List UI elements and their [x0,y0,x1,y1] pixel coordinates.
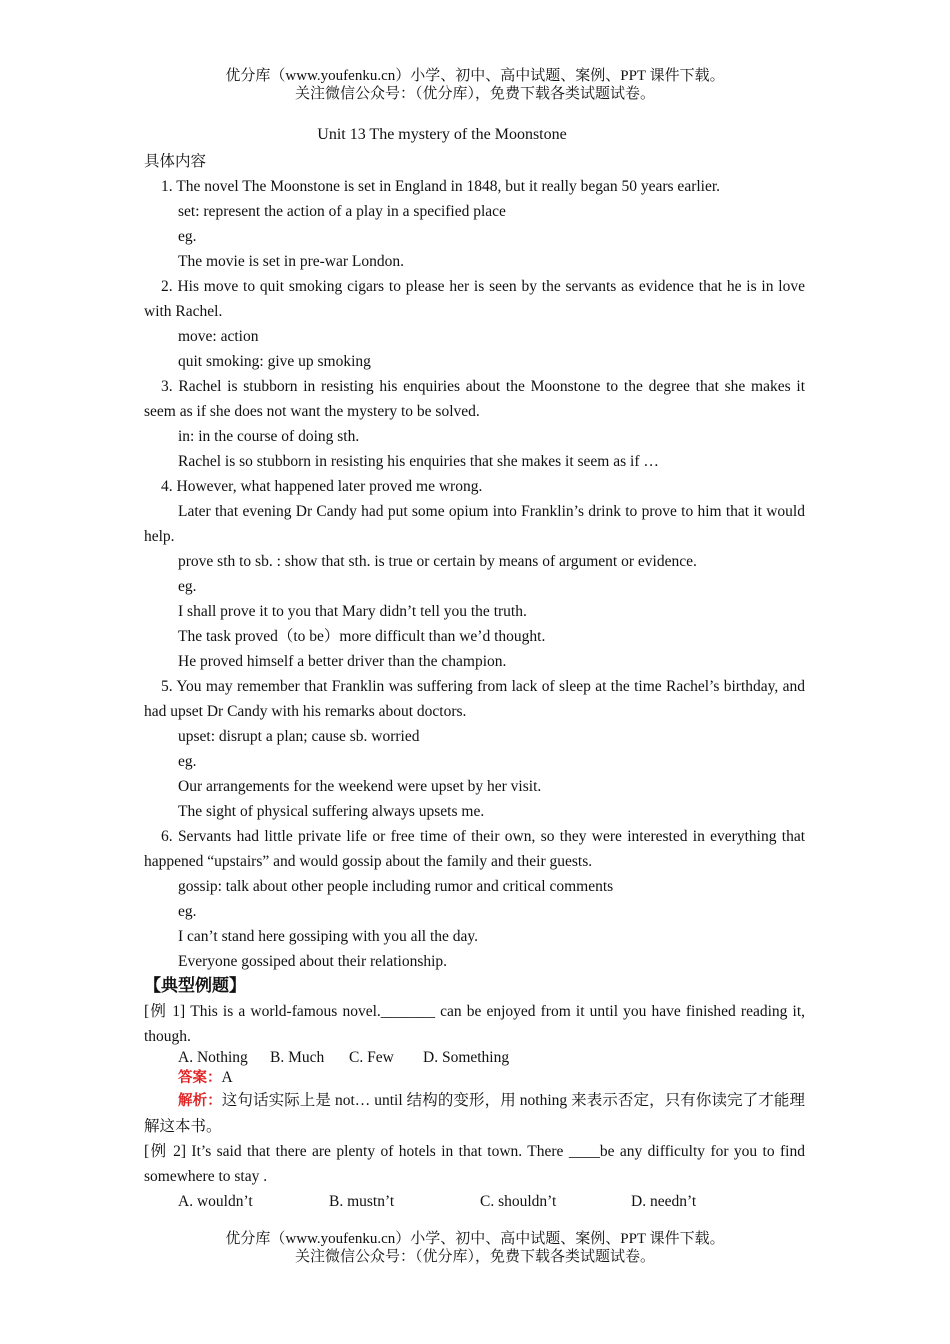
example-1-options [144,1047,805,1068]
example-2-option-a: A. wouldn’t [178,1193,253,1210]
point-4-example-2: The task proved（to be）more difficult than we’d thought. [178,628,546,645]
point-5-example-1: Our arrangements for the weekend were upset by her visit. [178,778,542,795]
point-6-example-2: Everyone gossiped about their relationship. [178,953,448,970]
example-1-question: [例 1] This is a world-famous novel._______ can be enjoyed from it until you have finished reading it, though. [144,1003,805,1045]
document-body [144,149,805,1214]
point-3-example: Rachel is so stubborn in resisting his enquiries that she makes it seem as if … [178,453,659,470]
point-1: 1. The novel The Moonstone is set in England in 1848, but it really began 50 years earlier. [161,178,721,195]
point-2-definition-move: move: action [178,328,259,345]
answer-label: 答案： [178,1070,222,1086]
point-5-eg: eg. [178,753,197,770]
point-4-definition: prove sth to sb. : show that sth. is true or certain by means of argument or evidence. [178,553,697,570]
example-1-option-b: B. Much [270,1049,325,1066]
point-6-example-1: I can’t stand here gossiping with you all the day. [178,928,479,945]
example-2-option-c: C. shouldn’t [480,1193,557,1210]
point-4-example-1: I shall prove it to you that Mary didn’t tell you the truth. [178,603,527,620]
example-2-options [144,1189,805,1214]
point-5: 5. You may remember that Franklin was suffering from lack of sleep at the time Rachel’s birthday, and had upset Dr Candy with his remarks about doctors. [144,678,805,720]
footer-line-1: 优分库（www.youfenku.cn）小学、初中、高中试题、案例、PPT 课件下载。 [225,1231,725,1247]
example-2-option-d: D. needn’t [631,1193,697,1210]
point-5-example-2: The sight of physical suffering always upsets me. [178,803,485,820]
point-1-eg: eg. [178,228,197,245]
header-line-1: 优分库（www.youfenku.cn）小学、初中、高中试题、案例、PPT 课件下载。 [225,68,725,84]
point-3-definition: in: in the course of doing sth. [178,428,360,445]
point-1-definition: set: represent the action of a play in a specified place [178,203,506,220]
example-2-question: [例 2] It’s said that there are plenty of hotels in that town. There ____be any difficulty for you to find somewhere to stay . [144,1143,805,1185]
page-header [0,67,950,103]
point-5-definition: upset: disrupt a plan; cause sb. worried [178,728,420,745]
point-4-eg: eg. [178,578,197,595]
point-6-eg: eg. [178,903,197,920]
example-1-answer [144,1068,805,1088]
analysis-label: 解析： [178,1093,222,1109]
point-3: 3. Rachel is stubborn in resisting his enquiries about the Moonstone to the degree that she makes it seem as if she does not want the mystery to be solved. [144,378,805,420]
examples-heading: 【典型例题】 [144,976,246,996]
example-1-option-c: C. Few [349,1049,394,1066]
point-2-definition-quit: quit smoking: give up smoking [178,353,371,370]
point-1-example: The movie is set in pre-war London. [178,253,404,270]
header-line-2: 关注微信公众号：（优分库），免费下载各类试题试卷。 [294,86,655,102]
example-1-analysis [144,1088,805,1139]
point-6: 6. Servants had little private life or free time of their own, so they were interested in everything that happened “upstairs” and would gossip about the family and their guests. [144,828,805,870]
point-4-example-3: He proved himself a better driver than the champion. [178,653,507,670]
answer-value: A [221,1069,233,1086]
example-1-option-a: A. Nothing [178,1049,248,1066]
page-footer [0,1230,950,1266]
footer-line-2: 关注微信公众号：（优分库），免费下载各类试题试卷。 [294,1249,655,1265]
example-1-option-d: D. Something [423,1049,510,1066]
point-2: 2. His move to quit smoking cigars to please her is seen by the servants as evidence that he is in love with Rachel. [144,278,805,320]
analysis-text: 这句话实际上是 not… until 结构的变形，用 nothing 来表示否定，只有你读完了才能理解这本书。 [144,1092,805,1135]
page-title: Unit 13 The mystery of the Moonstone [317,126,567,143]
example-2-option-b: B. mustn’t [329,1193,395,1210]
point-4: 4. However, what happened later proved me wrong. [161,478,483,495]
point-4-context: Later that evening Dr Candy had put some opium into Franklin’s drink to prove to him that it would help. [144,503,805,545]
point-6-definition: gossip: talk about other people including rumor and critical comments [178,878,614,895]
section-label: 具体内容 [144,153,207,170]
